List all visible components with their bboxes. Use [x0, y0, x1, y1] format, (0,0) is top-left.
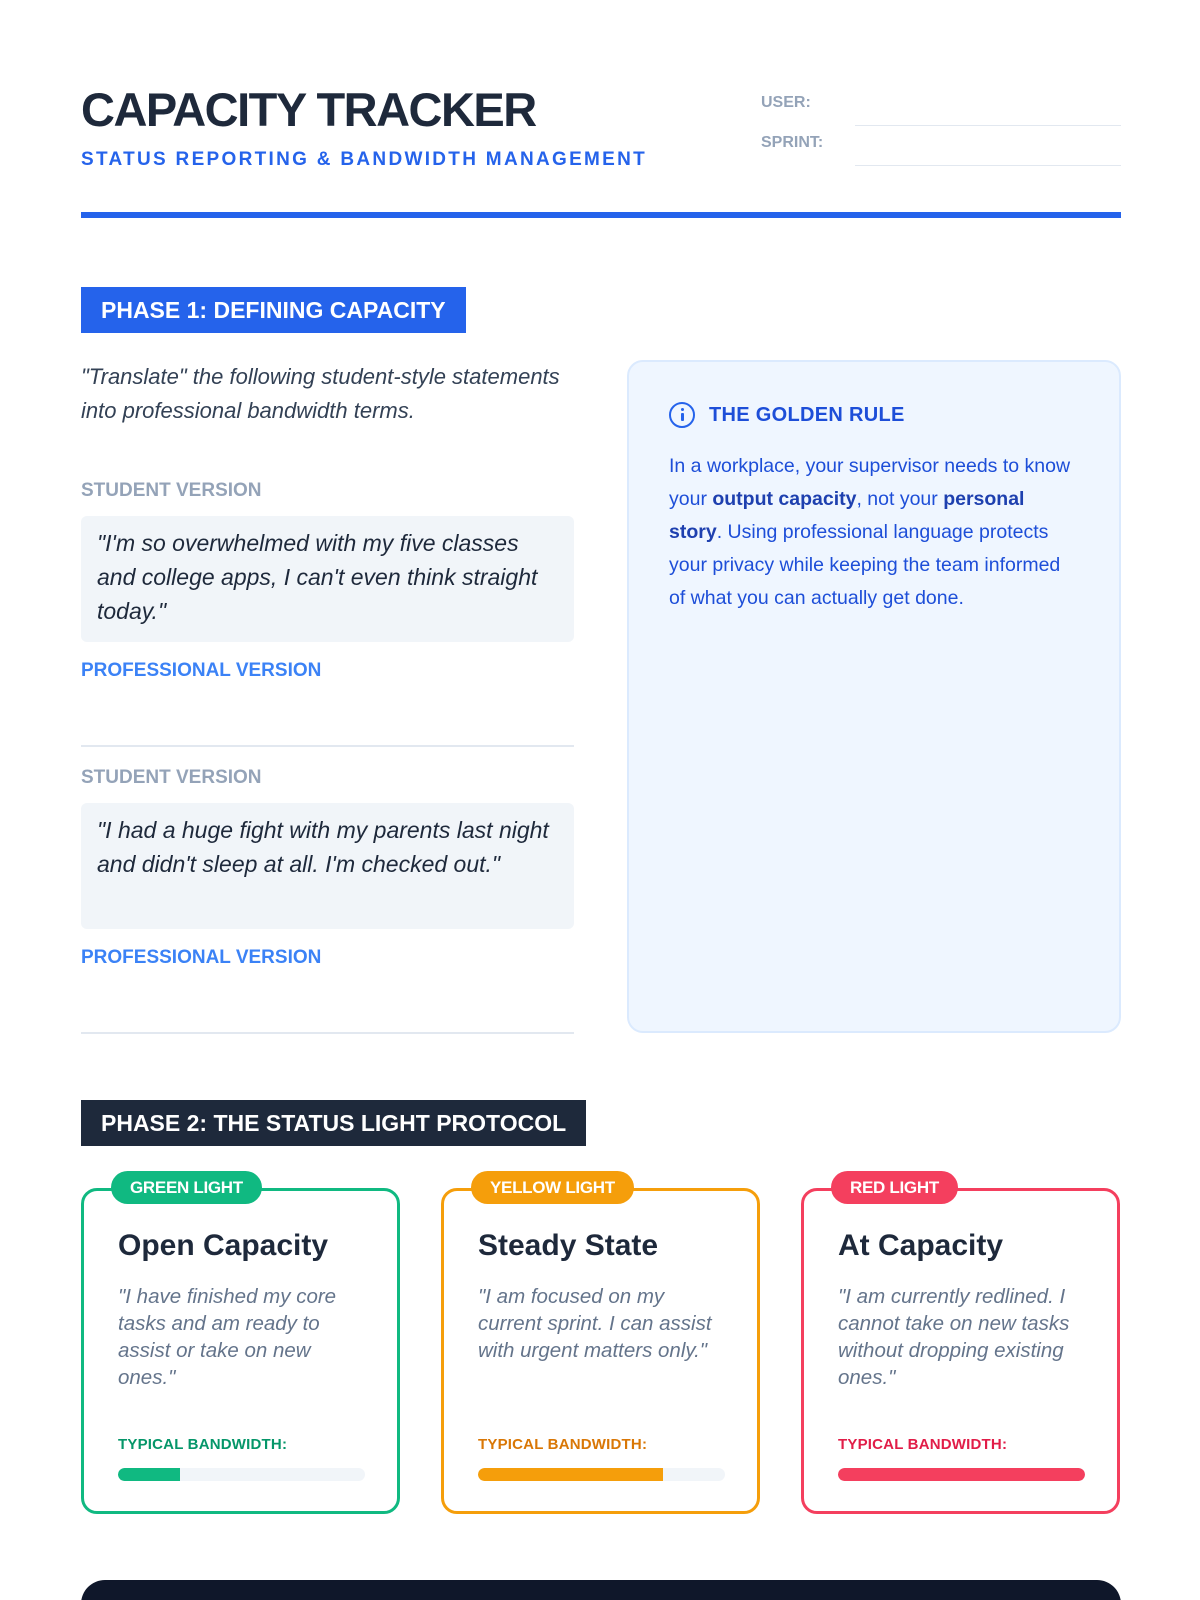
card-title: At Capacity — [838, 1229, 1004, 1262]
page-header — [81, 0, 1121, 222]
answer-line[interactable] — [81, 1032, 574, 1034]
golden-rule-text-part: . Using professional language protects your privacy while keeping the team informed of what you can actually get done. — [669, 521, 1061, 609]
card-quote: "I have finished my core tasks and am ready to assist or take on new ones." — [118, 1285, 337, 1389]
status-badge: GREEN LIGHT — [111, 1171, 262, 1204]
footer-panel — [81, 1580, 1121, 1600]
bandwidth-bar — [838, 1468, 1085, 1481]
status-card-red — [801, 1178, 1120, 1514]
card-quote: "I am currently redlined. I cannot take on new tasks without dropping existing ones." — [838, 1285, 1070, 1389]
page-title: CAPACITY TRACKER — [81, 83, 536, 136]
card-title: Open Capacity — [118, 1229, 329, 1262]
info-icon — [669, 402, 695, 428]
phase1-intro: "Translate" the following student-style statements into professional bandwidth terms. — [81, 364, 560, 423]
sprint-label: SPRINT: — [761, 134, 824, 151]
golden-rule-emphasis: personal story — [669, 488, 1025, 543]
card-quote: "I am focused on my current sprint. I can assist with urgent matters only." — [478, 1285, 712, 1362]
professional-version-label: PROFESSIONAL VERSION — [81, 660, 322, 681]
status-card-green — [81, 1178, 400, 1514]
sprint-field[interactable] — [855, 138, 1121, 166]
sprint-row — [761, 126, 1121, 166]
bandwidth-label: TYPICAL BANDWIDTH: — [838, 1436, 1008, 1453]
exercise-1 — [81, 480, 574, 682]
bandwidth-bar-fill — [118, 1468, 180, 1481]
golden-rule-header — [669, 402, 1079, 428]
bandwidth-label: TYPICAL BANDWIDTH: — [478, 1436, 648, 1453]
card-title: Steady State — [478, 1229, 659, 1262]
exercise-2 — [81, 767, 574, 969]
status-card-yellow — [441, 1178, 760, 1514]
phase1-exercises — [81, 360, 574, 968]
student-quote: "I'm so overwhelmed with my five classes and college apps, I can't even think straight today." — [81, 516, 574, 642]
status-badge: RED LIGHT — [831, 1171, 958, 1204]
user-row — [761, 86, 1121, 126]
golden-rule-text — [669, 450, 1079, 615]
answer-line[interactable] — [81, 745, 574, 747]
meta-fields — [761, 86, 1121, 166]
header-divider — [81, 212, 1121, 218]
student-version-label: STUDENT VERSION — [81, 480, 262, 501]
golden-rule-emphasis: output capacity — [712, 488, 857, 510]
bandwidth-bar-fill — [478, 1468, 663, 1481]
status-badge: YELLOW LIGHT — [471, 1171, 634, 1204]
golden-rule-title: THE GOLDEN RULE — [709, 403, 905, 426]
golden-rule-text-part: In a workplace, your supervisor needs to know your — [669, 455, 1071, 510]
professional-version-label: PROFESSIONAL VERSION — [81, 947, 322, 968]
bandwidth-bar — [478, 1468, 725, 1481]
user-label: USER: — [761, 94, 811, 111]
phase2-banner: PHASE 2: THE STATUS LIGHT PROTOCOL — [81, 1100, 586, 1146]
bandwidth-bar — [118, 1468, 365, 1481]
user-field[interactable] — [855, 98, 1121, 126]
bandwidth-label: TYPICAL BANDWIDTH: — [118, 1436, 288, 1453]
page-subtitle: STATUS REPORTING & BANDWIDTH MANAGEMENT — [81, 149, 648, 170]
phase1-banner: PHASE 1: DEFINING CAPACITY — [81, 287, 466, 333]
golden-rule-text-part: , not your — [856, 488, 944, 510]
bandwidth-bar-fill — [838, 1468, 1085, 1481]
student-version-label: STUDENT VERSION — [81, 767, 262, 788]
golden-rule-box — [627, 360, 1121, 1033]
student-quote: "I had a huge fight with my parents last night and didn't sleep at all. I'm checked out." — [81, 803, 574, 929]
